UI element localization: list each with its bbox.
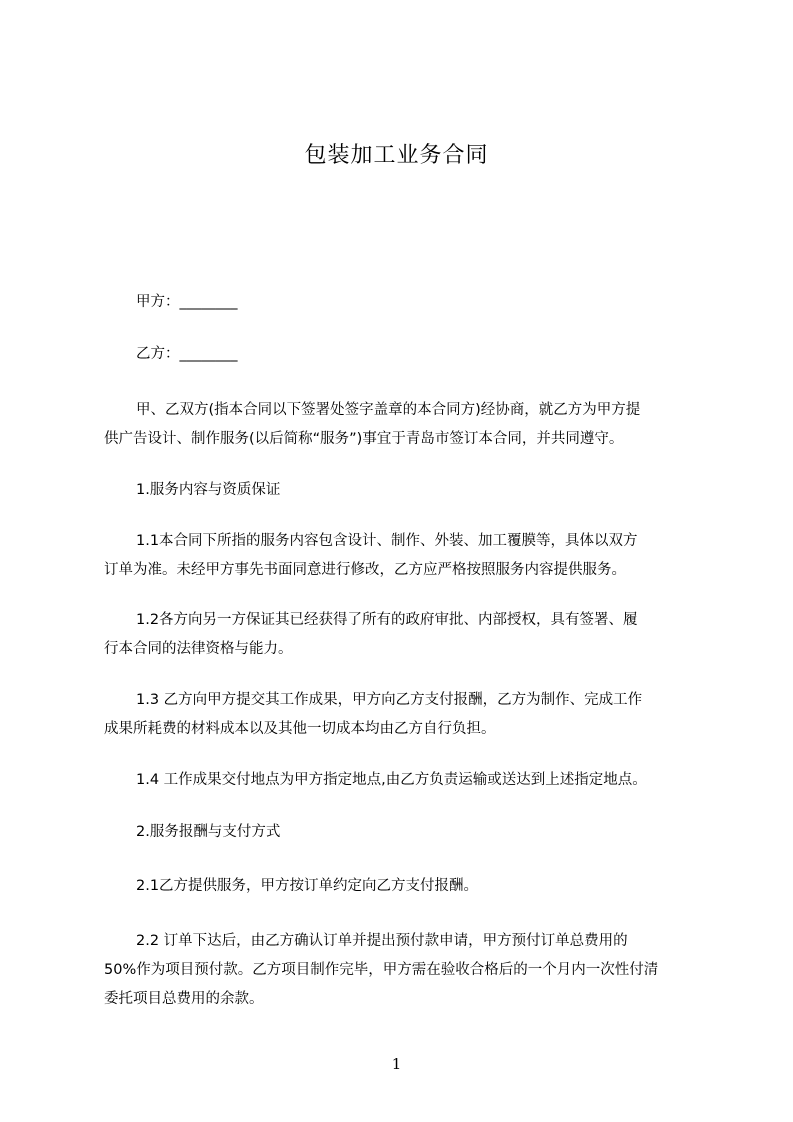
clause-1-4: 1.4 工作成果交付地点为甲方指定地点,由乙方负责运输或送达到上述指定地点。 [136, 772, 647, 788]
clause-2-2-line-3: 委托项目总费用的余款。 [104, 991, 264, 1007]
clause-1-3-line-1: 1.3 乙方向甲方提交其工作成果，甲方向乙方支付报酬，乙方为制作、完成工作 [136, 692, 643, 708]
clause-1-2-line-2: 行本合同的法律资格与能力。 [104, 641, 293, 657]
document-title: 包装加工业务合同 [304, 143, 489, 168]
intro-line-1: 甲、乙双方(指本合同以下签署处签字盖章的本合同方)经协商，就乙方为甲方提 [136, 402, 641, 418]
clause-1-1-line-2: 订单为准。未经甲方事先书面同意进行修改，乙方应严格按照服务内容提供服务。 [104, 562, 626, 578]
party-a-line: 甲方：________ [136, 294, 238, 310]
clause-1-1-line-1: 1.1本合同下所指的服务内容包含设计、制作、外装、加工覆膜等，具体以双方 [136, 533, 638, 549]
clause-2-2-line-1: 2.2 订单下达后，由乙方确认订单并提出预付款申请，甲方预付订单总费用的 [136, 933, 628, 949]
clause-2-2-line-2: 50%作为项目预付款。乙方项目制作完毕，甲方需在验收合格后的一个月内一次性付清 [104, 962, 659, 978]
page-number: 1 [391, 1055, 402, 1073]
clause-2-1: 2.1乙方提供服务，甲方按订单约定向乙方支付报酬。 [136, 878, 479, 894]
clause-1-2-line-1: 1.2各方向另一方保证其已经获得了所有的政府审批、内部授权，具有签署、履 [136, 612, 638, 628]
clause-1-3-line-2: 成果所耗费的材料成本以及其他一切成本均由乙方自行负担。 [104, 721, 496, 737]
party-b-line: 乙方：________ [136, 346, 238, 362]
section-2-heading: 2.服务报酬与支付方式 [136, 824, 281, 840]
intro-line-2: 供广告设计、制作服务(以后简称“服务”)事宜于青岛市签订本合同，并共同遵守。 [104, 431, 624, 447]
section-1-heading: 1.服务内容与资质保证 [136, 482, 281, 498]
